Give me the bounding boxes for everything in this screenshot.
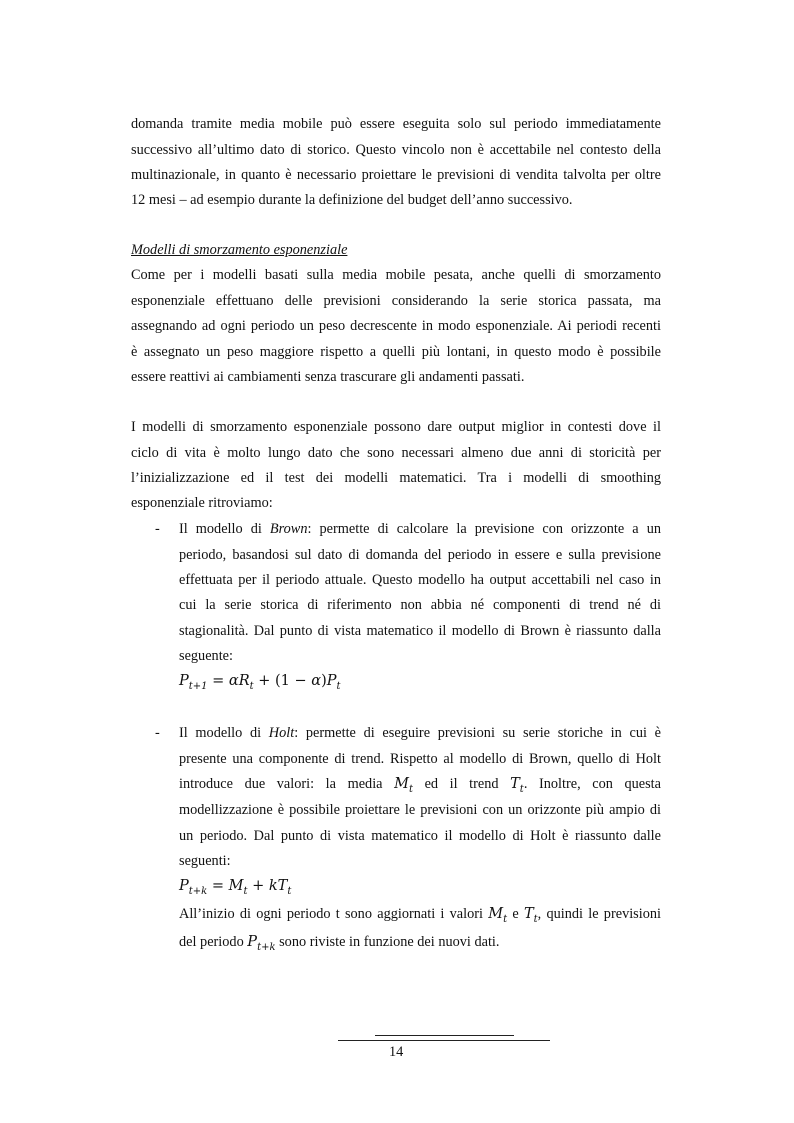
- paragraph-line: esponenziale effettuano delle previsioni considerando la serie storica passata, ma: [131, 293, 661, 309]
- holt-prefix: Il modello di: [179, 725, 269, 741]
- paragraph-line: assegnando ad ogni periodo un peso decrescente in modo esponenziale. Ai periodi recenti: [131, 318, 661, 334]
- paragraph-line: successivo all’ultimo dato di storico. Questo vincolo non è accettabile nel contesto della: [131, 142, 661, 158]
- brown-rest: : permette di calcolare la previsione con orizzonte a un: [307, 521, 661, 537]
- holt-formula: $P_{t+k} = M_t + kT_t$: [179, 878, 292, 897]
- list-line: effettuata per il periodo attuale. Questo modello ha output accettabili nel caso in: [179, 572, 661, 588]
- paragraph-line: 12 mesi – ad esempio durante la definizione del budget dell’anno successivo.: [131, 192, 573, 208]
- text-segment: sono riviste in funzione dei nuovi dati.: [275, 934, 500, 950]
- paragraph-line: multinazionale, in quanto è necessario proiettare le previsioni di vendita talvolta per oltre: [131, 167, 661, 183]
- list-line: stagionalità. Dal punto di vista matematico il modello di Brown è riassunto dalla: [179, 623, 661, 639]
- page-number: 14: [389, 1044, 404, 1060]
- holt-rest: : permette di eseguire previsioni su serie storiche in cui è: [294, 725, 661, 741]
- paragraph-line: l’inizializzazione ed il test dei modelli matematici. Tra i modelli di smoothing: [131, 470, 661, 486]
- brown-prefix: Il modello di: [179, 521, 270, 537]
- list-bullet: -: [155, 725, 160, 741]
- section-heading: Modelli di smorzamento esponenziale: [131, 242, 348, 258]
- list-line: cui la serie storica di riferimento non abbia né componenti di trend né di: [179, 597, 661, 613]
- paragraph-line: domanda tramite media mobile può essere eseguita solo sul periodo immediatamente: [131, 116, 661, 132]
- math-M: $M_t$: [394, 776, 413, 795]
- text-segment: , quindi le previsioni: [537, 906, 661, 922]
- text-segment: ed il trend: [412, 776, 511, 792]
- text-segment: . Inoltre, con questa: [523, 776, 661, 792]
- paragraph-line: esponenziale ritroviamo:: [131, 495, 273, 511]
- brown-model-name: Brown: [269, 521, 308, 537]
- text-segment: introduce due valori: la media: [179, 776, 395, 792]
- holt-model-name: Holt: [268, 725, 295, 741]
- list-line: seguenti:: [179, 853, 231, 869]
- paragraph-line: ciclo di vita è molto lungo dato che sono necessari almeno due anni di storicità per: [131, 445, 661, 461]
- paragraph-line: essere reattivi ai cambiamenti senza trascurare gli andamenti passati.: [131, 369, 525, 385]
- list-bullet: -: [155, 521, 160, 537]
- holt-line-3: [179, 775, 661, 799]
- math-M: $M_t$: [488, 906, 508, 925]
- math-T: $T_t$: [510, 776, 524, 795]
- footer-rule-short: [375, 1035, 514, 1036]
- brown-formula: $P_{t+1} = \alpha R_t + (1 - \alpha)P_t$: [179, 673, 341, 692]
- paragraph-line: I modelli di smorzamento esponenziale possono dare output miglior in contesti dove il: [131, 419, 661, 435]
- list-line: modellizzazione è possibile proiettare le previsioni con un orizzonte più ampio di: [179, 802, 661, 818]
- text-segment: All’inizio di ogni periodo t sono aggiornati i valori: [179, 906, 489, 922]
- brown-line-1: [179, 520, 661, 538]
- holt-line-1: [179, 724, 661, 742]
- holt-after-line: [179, 905, 661, 929]
- list-line: periodo, basandosi sul dato di domanda del periodo in essere e sulla previsione: [179, 547, 661, 563]
- paragraph-line: è assegnato un peso maggiore rispetto a quelli più lontani, in questo modo è possibile: [131, 344, 661, 360]
- paragraph-line: Come per i modelli basati sulla media mobile pesata, anche quelli di smorzamento: [131, 267, 661, 283]
- holt-last-line: [179, 933, 499, 957]
- list-line: un periodo. Dal punto di vista matematico il modello di Holt è riassunto dalle: [179, 828, 661, 844]
- footer-rule-long: [338, 1040, 550, 1041]
- math-T: $T_t$: [523, 906, 538, 925]
- list-line: presente una componente di trend. Rispetto al modello di Brown, quello di Holt: [179, 751, 661, 767]
- text-segment: del periodo: [179, 934, 248, 950]
- list-line: seguente:: [179, 648, 233, 664]
- math-P: $P_{t+k}$: [247, 934, 276, 953]
- text-segment: e: [507, 906, 524, 922]
